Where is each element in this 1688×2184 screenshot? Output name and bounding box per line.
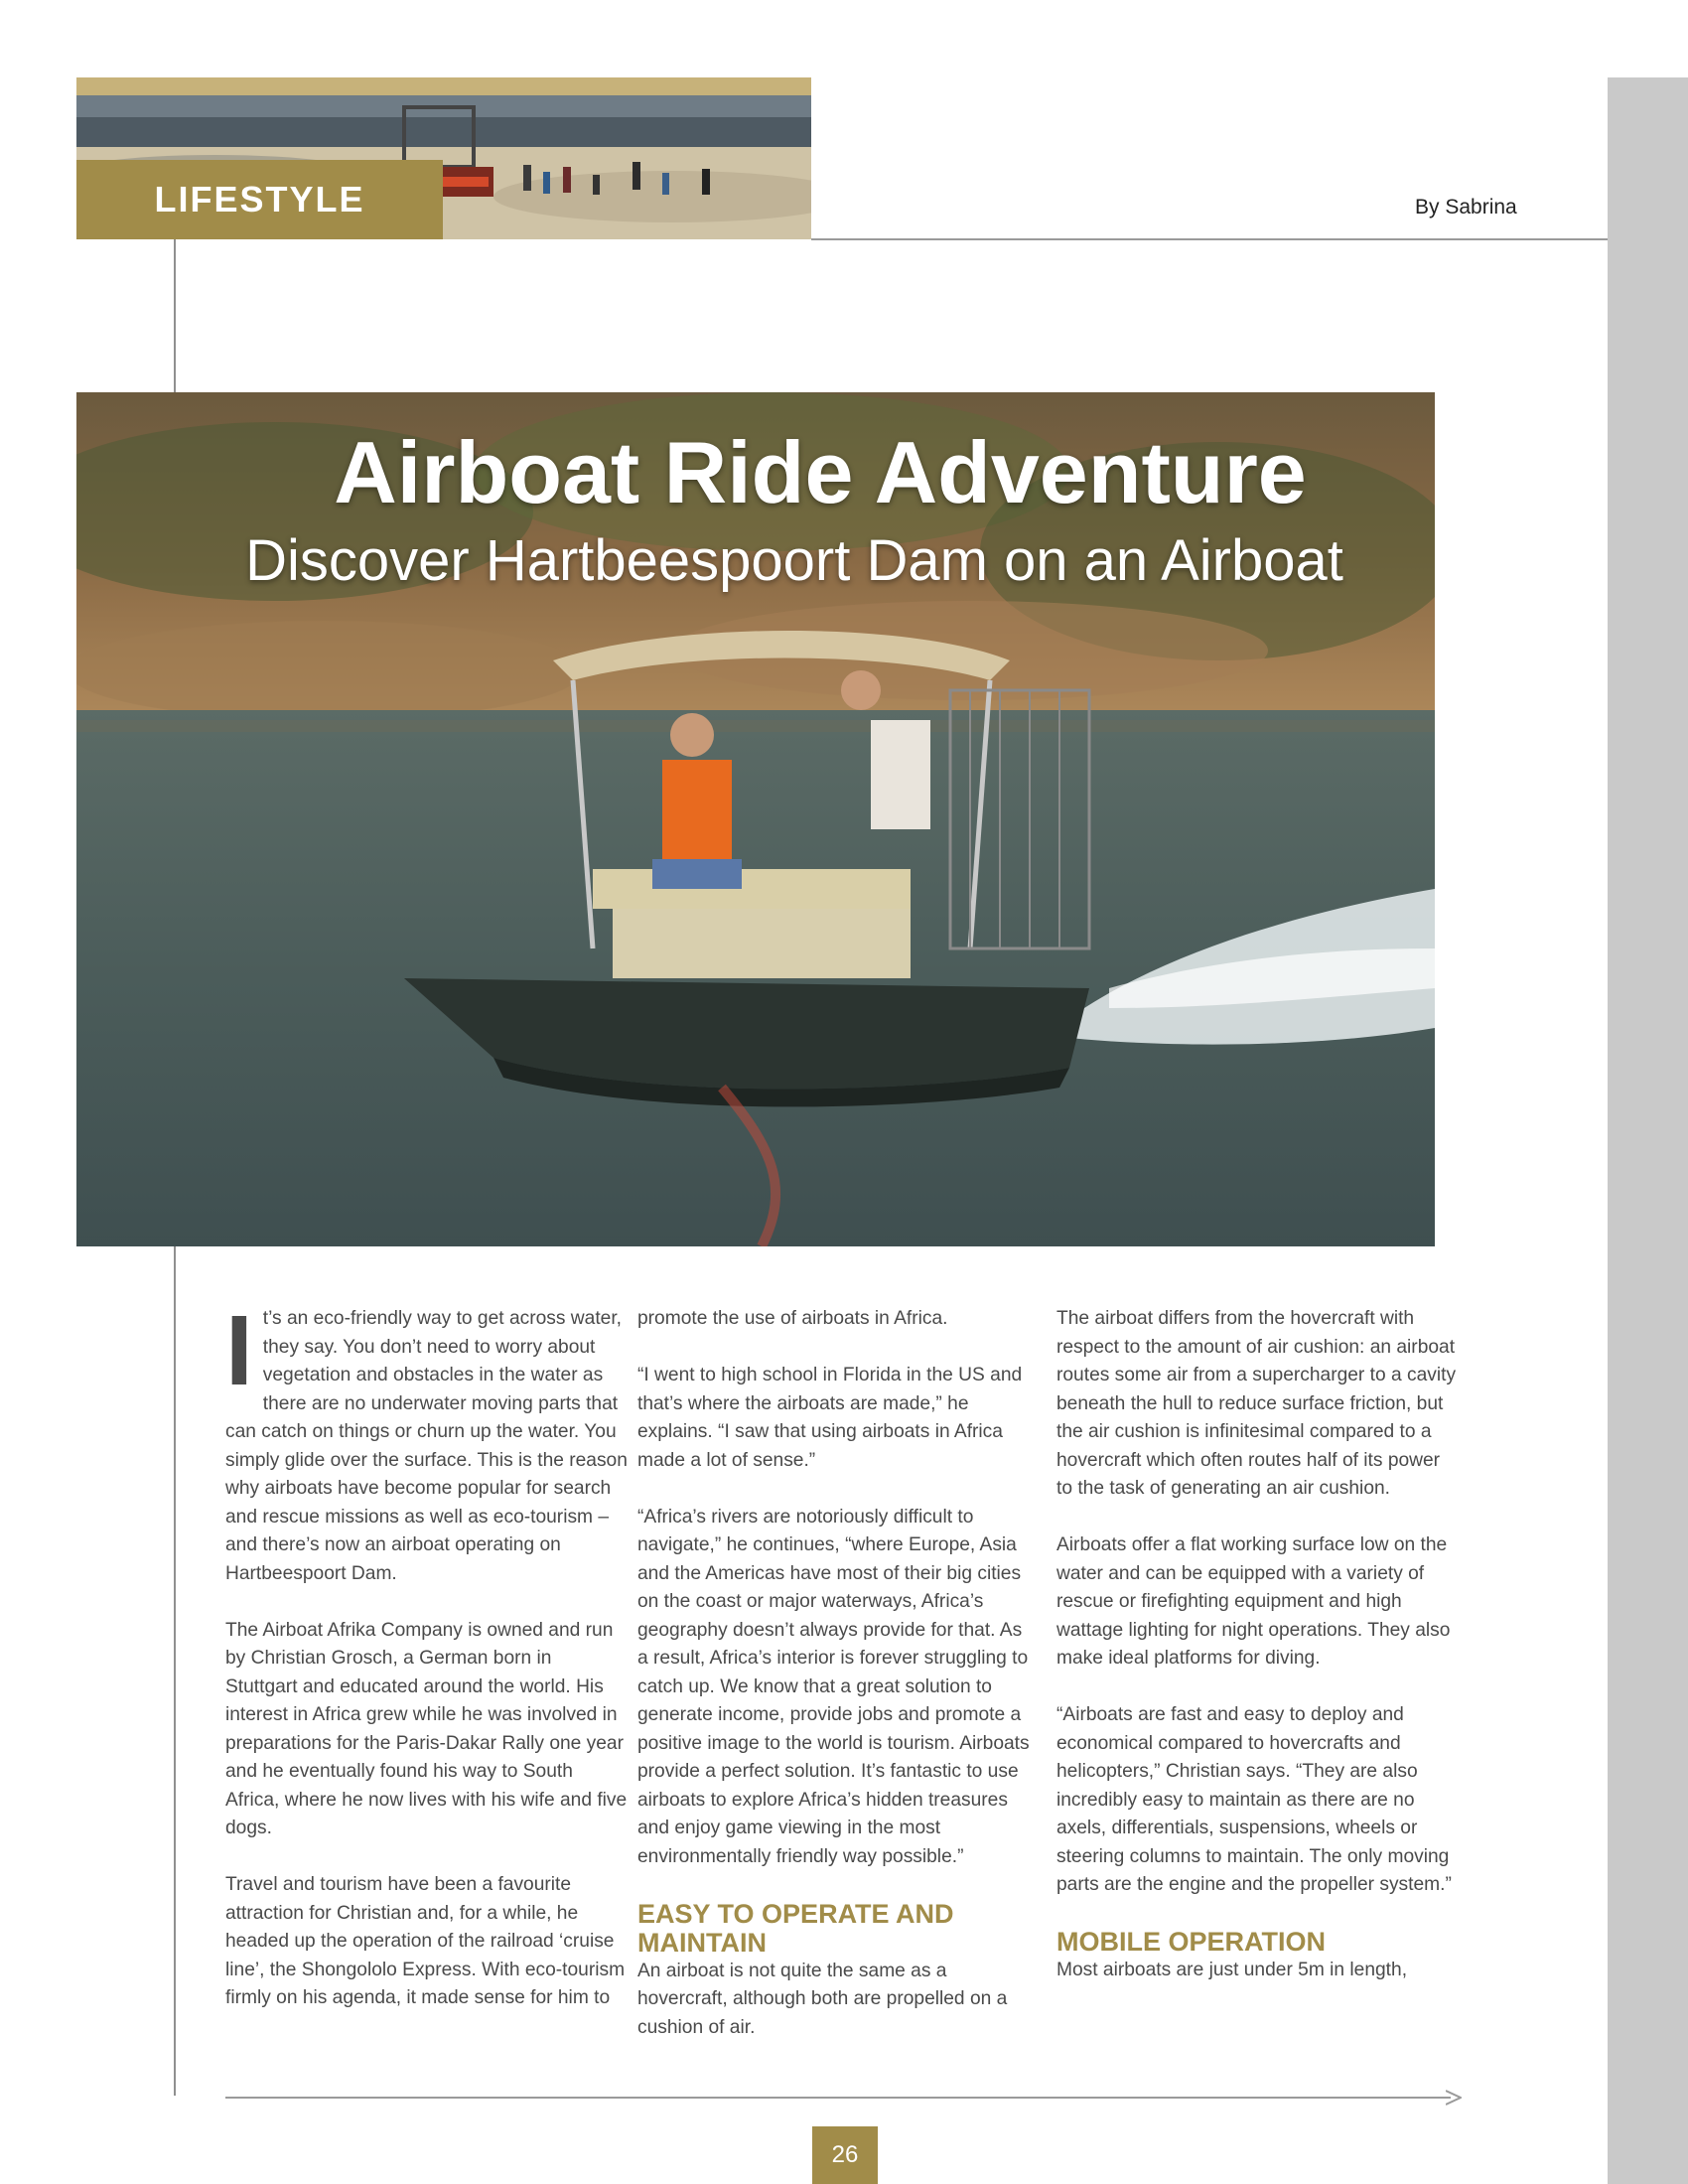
drop-cap: I [225, 1295, 253, 1406]
paragraph [225, 1295, 628, 1588]
article-title: Airboat Ride Adventure [334, 423, 1307, 521]
article-column-2 [637, 1305, 1030, 2042]
paragraph: Airboats offer a flat working surface low on the water and can be equipped with a variety of rescue or firefighting equipment and high wattage lighting for night operations. They also make ideal platforms for diving. [1056, 1534, 1451, 1669]
paragraph: Most airboats are just under 5m in length, [1056, 1960, 1408, 1980]
article-subtitle: Discover Hartbeespoort Dam on an Airboat [245, 528, 1343, 593]
paragraph: The Airboat Afrika Company is owned and run by Christian Grosch, a German born in Stuttgart and educated around the world. His interest in Africa grew while he was involved in preparations for the Paris-Dakar Rally one year and he eventually found his way to South Africa, where he now lives with his wife and five dogs. [225, 1619, 628, 1838]
hero-image [76, 392, 1435, 1246]
paragraph-text: t’s an eco-friendly way to get across water, they say. You don’t need to worry about vegetation and obstacles in the water as there are no underwater moving parts that can catch on things or churn up the water. You simply glide over the surface. This is the reason why airboats have become popular for search and rescue missions as well as eco-tourism – and there’s now an airboat operating on Hartbeespoort Dam. [225, 1308, 628, 1584]
paragraph: “Africa’s rivers are notoriously difficult to navigate,” he continues, “where Europe, Asia and the Americas have most of their big cities on the coast or major waterways, Africa’s geography doesn’t always provide for that. As a result, Africa’s interior is forever struggling to catch up. We know that a great solution to generate income, provide jobs and promote a positive image to the world is tourism. Airboats provide a perfect solution. It’s fantastic to use airboats to explore Africa’s hidden treasures and enjoy game viewing in the most environmentally friendly way possible.” [637, 1506, 1030, 1867]
bottom-rule [225, 2097, 1451, 2099]
section-heading-mobile-operation: MOBILE OPERATION [1056, 1927, 1327, 1957]
header-rule [811, 238, 1608, 240]
article-column-3 [1056, 1305, 1459, 1985]
paragraph: “I went to high school in Florida in the US and that’s where the airboats are made,” he explains. “I saw that using airboats in Africa made a lot of sense.” [637, 1365, 1023, 1471]
paragraph: Travel and tourism have been a favourite attraction for Christian and, for a while, he headed up the operation of the railroad ‘cruise line’, the Shongololo Express. With eco-tourism firmly on his agenda, it made sense for him to [225, 1874, 626, 2008]
section-label: LIFESTYLE [76, 160, 443, 239]
continue-arrow-icon [1446, 2090, 1462, 2106]
vertical-rule-bottom [174, 1246, 176, 2096]
section-heading-easy-to-operate: EASY TO OPERATE AND MAINTAIN [637, 1898, 954, 1958]
paragraph: “Airboats are fast and easy to deploy and economical compared to hovercrafts and helicopters,” Christian says. “They are also incredibly easy to maintain as there are no axels, differentials, suspensions, wheels or steering columns to maintain. The only moving parts are the engine and the propeller system.” [1056, 1704, 1452, 1895]
paragraph: An airboat is not quite the same as a hovercraft, although both are propelled on a cushion of air. [637, 1960, 1008, 2038]
paragraph: promote the use of airboats in Africa. [637, 1308, 948, 1329]
paragraph: The airboat differs from the hovercraft with respect to the amount of air cushion: an airboat routes some air from a supercharger to a cavity beneath the hull to reduce surface friction, but the air cushion is infinitesimal compared to a hovercraft which often routes half of its power to the task of generating an air cushion. [1056, 1308, 1457, 1499]
byline: By Sabrina [1415, 196, 1517, 218]
article-column-1 [225, 1295, 628, 2013]
side-gray-bar [1608, 77, 1688, 2184]
page-number: 26 [812, 2126, 878, 2184]
vertical-rule-top [174, 239, 176, 392]
